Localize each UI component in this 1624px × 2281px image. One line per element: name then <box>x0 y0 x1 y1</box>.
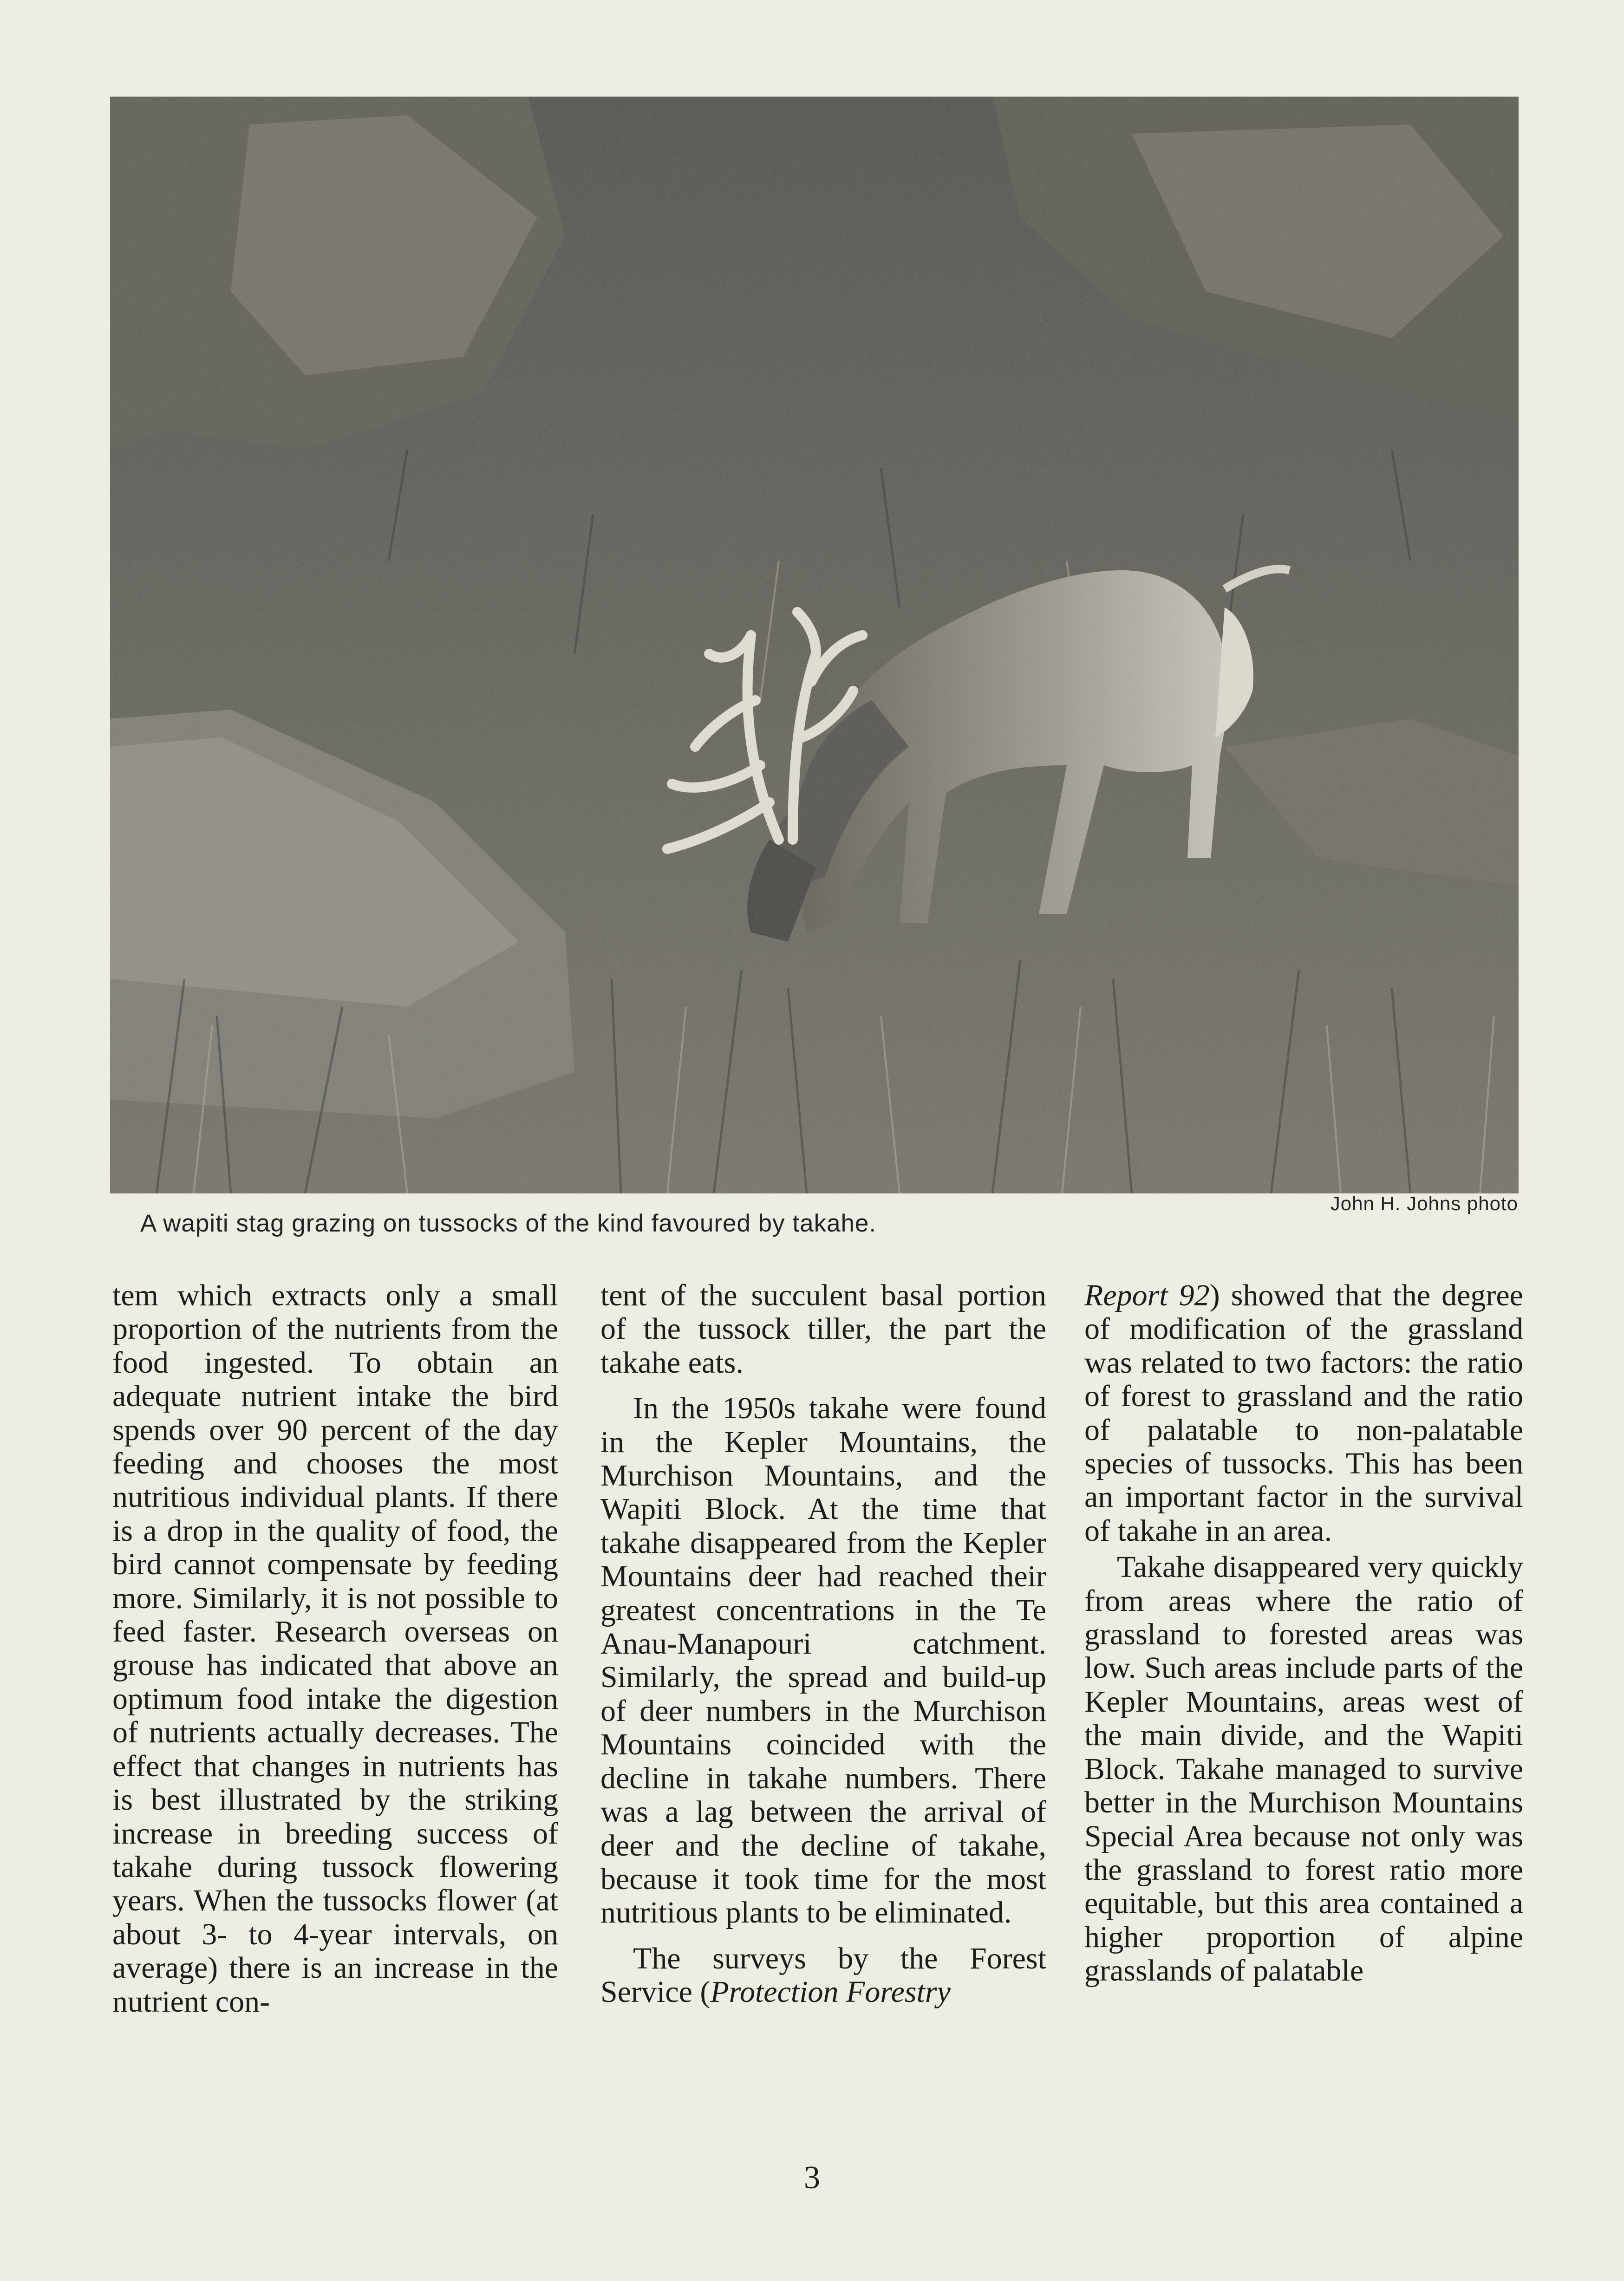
wapiti-stag-photo <box>110 97 1519 1193</box>
figure-caption: A wapiti stag grazing on tussocks of the kind favoured by takahe. <box>140 1210 877 1237</box>
photo-credit: John H. Johns photo <box>1330 1193 1518 1214</box>
paragraph <box>1084 1279 1523 1548</box>
text-column-1 <box>112 1279 558 2019</box>
text-column-3 <box>1084 1279 1523 1988</box>
text-run: ) showed that the degree of modification of the grassland was related to two factors: the ratio of forest to grassland and the ratio of palatable to non-palatable species of tussocks. This has been an important factor in the survival of takahe in an area. <box>1084 1278 1523 1548</box>
page-number: 3 <box>804 2160 820 2196</box>
paragraph: tent of the succulent basal portion of the tussock tiller, the part the takahe eats. <box>600 1278 1046 1380</box>
paragraph: In the 1950s takahe were found in the Kepler Mountains, the Murchison Mountains, and the Wapiti Block. At the time that takahe disappeared from the Kepler Mountains deer had reached their greatest concentrations in the Te Anau-Manapouri catchment. Similarly, the spread and build-up of deer numbers in the Murchison Mountains coincided with the decline in takahe numbers. There was a lag between the arrival of deer and the decline of takahe, because it took time for the most nutritious plants to be eliminated. <box>600 1391 1046 1930</box>
italic-title: Report 92 <box>1084 1278 1210 1312</box>
paragraph <box>600 1942 1046 2009</box>
text-column-2 <box>600 1279 1046 2009</box>
text-run: The surveys by the Forest Service ( <box>600 1941 1046 2009</box>
italic-title: Protection Forestry <box>710 1975 951 2009</box>
paragraph: tem which extracts only a small proportion of the nutrients from the food ingested. To obtain an adequate nutrient intake the bird spends over 90 percent of the day feeding and chooses the most nutritious individual plants. If there is a drop in the quality of food, the bird cannot compensate by feeding more. Similarly, it is not possible to feed faster. Research overseas on grouse has indicated that above an optimum food intake the digestion of nutrients actually decreases. The effect that changes in nutrients has is best illustrated by the striking increase in breeding success of takahe during tussock flowering years. When the tussocks flower (at about 3- to 4-year intervals, on average) there is an increase in the nutrient con- <box>112 1278 558 2019</box>
paragraph: Takahe disappeared very quickly from areas where the ratio of grassland to forested areas was low. Such areas include parts of the Kepler Mountains, areas west of the main divide, and the Wapiti Block. Takahe managed to survive better in the Murchison Mountains Special Area because not only was the grassland to forest ratio more equitable, but this area contained a higher proportion of alpine grasslands of palatable <box>1084 1550 1523 1988</box>
